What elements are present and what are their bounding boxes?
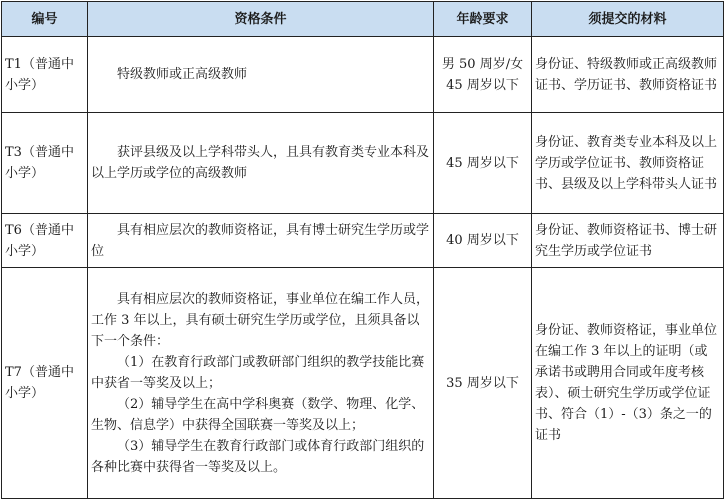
cell-id: T6（普通中小学） [2, 214, 88, 268]
cell-id: T1（普通中小学） [2, 37, 88, 113]
qualification-text: 获评县级及以上学科带头人，且具有教育类专业本科及以上学历或学位的高级教师 [91, 145, 430, 181]
cell-id: T7（普通中小学） [2, 268, 88, 499]
table-row [2, 214, 724, 268]
condition-3: （3）辅导学生在教育行政部门或体育行政部门组织的各种比赛中获得省一等奖及以上。 [91, 438, 425, 475]
header-id: 编号 [2, 2, 88, 37]
header-documents: 须提交的材料 [532, 2, 724, 37]
qualification-text: 具有相应层次的教师资格证，事业单位在编工作人员，工作 3 年以上，具有硕士研究生学历或学位，且须具备以下一个条件： [91, 291, 430, 349]
cell-documents: 身份证、教育类专业本科及以上学历或学位证书、教师资格证书、县级及以上学科带头人证书 [532, 113, 724, 214]
cell-age: 男 50 周岁/女 45 周岁以下 [434, 37, 532, 113]
cell-age: 45 周岁以下 [434, 113, 532, 214]
cell-age: 40 周岁以下 [434, 214, 532, 268]
cell-age: 35 周岁以下 [434, 268, 532, 499]
cell-documents: 身份证、教师资格证书、博士研究生学历或学位证书 [532, 214, 724, 268]
cell-qualification [88, 37, 434, 113]
cell-documents: 身份证、教师资格证，事业单位在编工作 3 年以上的证明（或承诺书或聘用合同或年度考核表）、硕士研究生学历或学位证书、符合（1）-（3）条之一的证书 [532, 268, 724, 499]
condition-2: （2）辅导学生在高中学科奥赛（数学、物理、化学、生物、信息学）中获得全国联赛一等奖及以上； [91, 396, 425, 433]
header-age: 年龄要求 [434, 2, 532, 37]
qualification-text: 具有相应层次的教师资格证，具有博士研究生学历或学位 [91, 222, 430, 259]
cell-qualification [88, 113, 434, 214]
table-row [2, 113, 724, 214]
cell-id: T3（普通中小学） [2, 113, 88, 214]
header-qualification: 资格条件 [88, 2, 434, 37]
condition-1: （1）在教育行政部门或教研部门组织的教学技能比赛中获省一等奖及以上； [91, 354, 425, 391]
table-row [2, 37, 724, 113]
cell-qualification [88, 214, 434, 268]
cell-documents: 身份证、特级教师或正高级教师证书、学历证书、教师资格证书 [532, 37, 724, 113]
requirements-table [1, 1, 724, 499]
cell-qualification [88, 268, 434, 499]
qualification-text: 特级教师或正高级教师 [117, 67, 248, 82]
header-row [2, 2, 724, 37]
table-row [2, 268, 724, 499]
